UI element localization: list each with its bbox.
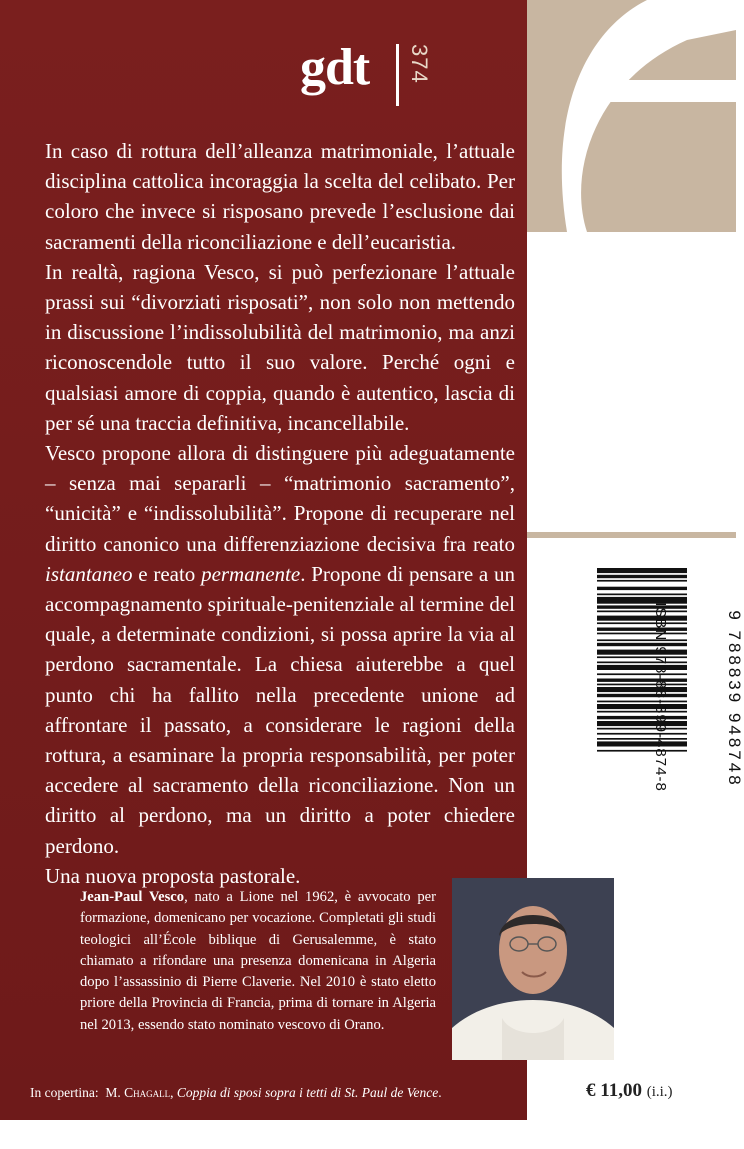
- isbn-label: ISBN 978-88-399-4874-8: [652, 602, 669, 792]
- logo-brand: gdt: [300, 39, 370, 96]
- author-bio-text: , nato a Lione nel 1962, è avvocato per formazione, domenicano per vocazione. Completati gli studi teologici all’École biblique di Gerusalemme, è stato chiamato a rifondare una presenza domenicana in Algeria dopo l’assassinio di Pierre Claverie. Nel 2010 è stato eletto priore della Provincia di Francia, prima di tornare in Algeria nel 2013, essendo stato nominato vescovo di Orano.: [80, 889, 436, 1033]
- author-bio: [80, 887, 436, 1036]
- blurb-paragraph-1: In caso di rottura dell’alleanza matrimoniale, l’attuale disciplina cattolica incoraggia la scelta del celibato. Per coloro che invece si risposano prevede l’esclusione dai sacramenti della riconciliazione e dell’eucaristia.: [45, 139, 515, 254]
- author-name: Jean-Paul Vesco: [80, 889, 185, 905]
- price-amount: € 11,00: [586, 1080, 642, 1101]
- barcode-icon: [567, 560, 717, 860]
- isbn-barcode: [567, 560, 744, 860]
- isbn-digits: 9 788839 948748: [725, 610, 744, 788]
- price: [586, 1080, 673, 1102]
- blurb-paragraph-3: Vesco propone allora di distinguere più adeguatamente – senza mai separarli – “matrimonio sacramento”, “unicità” e “indissolubilità”. Propone di recuperare nel diritto canonico una differenziazione decisiva fra reato istantaneo e reato permanente. Propone di pensare a un accompagnamento spirituale-penitenziale al termine del quale, a determinate condizioni, si possa aprire la via al perdono sacramentale. La chiesa aiuterebbe a quel punto chi ha fallito nella precedente unione ad affrontare il passato, a considerare le ragioni della rottura, a esaminare la propria responsabilità, per poter accedere al sacramento della riconciliazione. Non un diritto al perdono, ma un diritto a poter chiedere perdono.: [45, 441, 515, 858]
- decorative-logo-panel: [527, 0, 736, 232]
- publisher-mark-icon: [527, 0, 736, 232]
- logo-number: 374: [407, 44, 432, 84]
- author-photo: [452, 878, 614, 1060]
- logo-divider: [396, 44, 399, 106]
- blurb-paragraph-2: In realtà, ragiona Vesco, si può perfezionare l’attuale prassi sui “divorziati risposati”, non solo non mettendo in discussione l’indissolubilità del matrimonio, ma anzi riconoscendole tutto il suo valore. Perché ogni e qualsiasi amore di coppia, quando è autentico, lascia di per sé una traccia definitiva, incancellabile.: [45, 259, 515, 435]
- blurb-paragraph-4: Una nuova proposta pastorale.: [45, 863, 301, 888]
- price-note: (i.i.): [646, 1084, 673, 1100]
- decorative-strip: [527, 532, 736, 538]
- blurb-text: [45, 136, 515, 891]
- cover-credit: In copertina: M. Chagall, Coppia di sposi sopra i tetti di St. Paul de Vence.: [30, 1085, 442, 1100]
